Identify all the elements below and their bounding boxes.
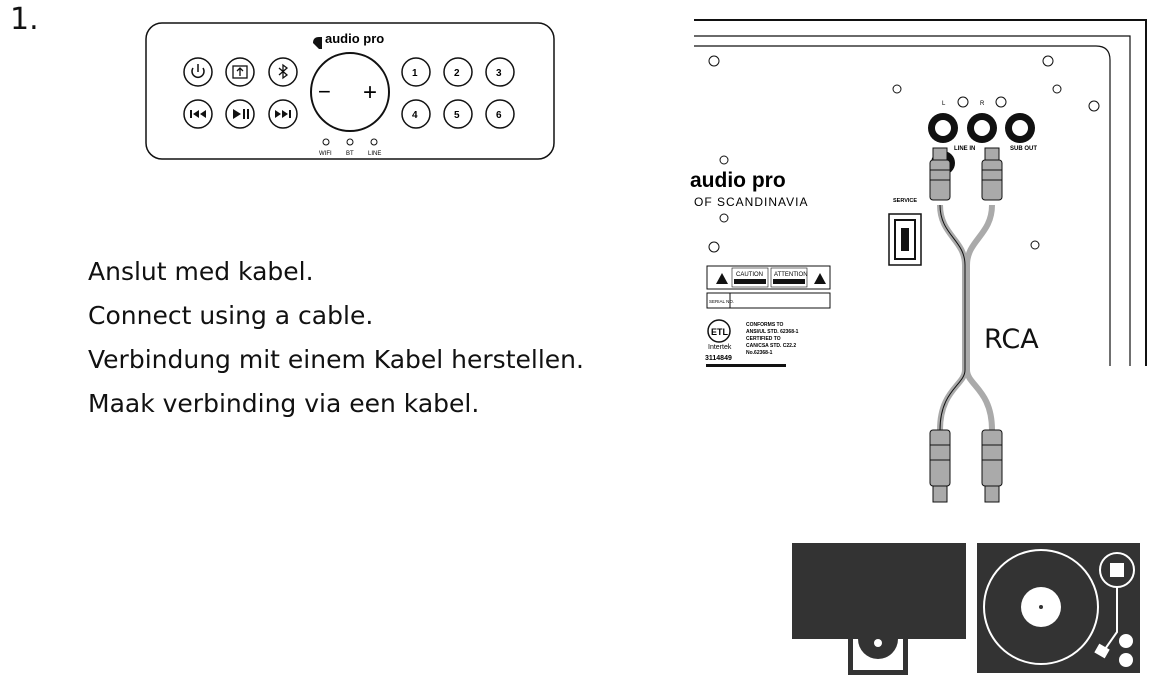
indicator-wifi-label: WIFI (319, 151, 332, 157)
volume-plus[interactable]: + (363, 79, 378, 106)
conforms-line-3: CERTIFIED TO (746, 336, 781, 342)
caution-label (707, 266, 830, 289)
serial-label: SERIAL NO. (709, 299, 735, 304)
caution-text: CAUTION (736, 272, 763, 278)
intertek-text: Intertek (708, 344, 732, 351)
usb-service-port[interactable] (889, 214, 921, 265)
preset-1-label: 1 (412, 68, 418, 79)
preset-button-1[interactable] (402, 58, 430, 86)
multiroom-button[interactable] (226, 58, 254, 86)
right-channel-label: R (980, 101, 985, 107)
service-label: SERVICE (893, 198, 918, 204)
rear-panel (690, 20, 1146, 367)
previous-button[interactable] (184, 100, 212, 128)
next-button[interactable] (269, 100, 297, 128)
preset-button-2[interactable] (444, 58, 472, 86)
rca-plug-top-right (982, 148, 1002, 200)
instruction-german: Verbindung mit einem Kabel herstellen. (88, 345, 584, 374)
turntable-icon (977, 543, 1140, 673)
power-button[interactable] (184, 58, 212, 86)
preset-button-3[interactable] (486, 58, 514, 86)
indicator-bt-label: BT (346, 151, 354, 157)
instruction-swedish: Anslut med kabel. (88, 257, 314, 286)
rca-label: RCA (984, 324, 1039, 355)
cd-player-icon (792, 543, 966, 675)
instruction-english: Connect using a cable. (88, 301, 374, 330)
conforms-line-4: CAN/CSA STD. C22.2 (746, 343, 797, 349)
rear-tagline: OF SCANDINAVIA (694, 195, 809, 209)
conforms-line-1: CONFORMS TO (746, 322, 784, 328)
preset-button-4[interactable] (402, 100, 430, 128)
preset-2-label: 2 (454, 68, 460, 79)
preset-6-label: 6 (496, 110, 502, 121)
line-in-right-jack[interactable] (967, 113, 997, 143)
conforms-line-5: No.62368-1 (746, 350, 773, 356)
preset-button-6[interactable] (486, 100, 514, 128)
svg-text:ETL: ETL (711, 327, 728, 337)
serial-number-box (707, 293, 830, 308)
rca-plug-top-left (930, 148, 950, 200)
conforms-line-2: ANSI/UL STD. 62368-1 (746, 329, 799, 335)
etl-certification (705, 320, 799, 367)
volume-knob[interactable] (311, 53, 389, 131)
line-in-label: LINE IN (954, 146, 976, 152)
left-channel-label: L (942, 101, 946, 107)
cert-number: 3114849 (705, 355, 732, 362)
sub-out-label: SUB OUT (1010, 146, 1037, 152)
line-in-left-jack[interactable] (928, 113, 958, 143)
preset-3-label: 3 (496, 68, 502, 79)
preset-5-label: 5 (454, 110, 460, 121)
instruction-dutch: Maak verbinding via een kabel. (88, 389, 480, 418)
preset-button-5[interactable] (444, 100, 472, 128)
rca-plug-bottom-left (930, 430, 950, 502)
bluetooth-button[interactable] (269, 58, 297, 86)
volume-minus[interactable]: − (318, 79, 331, 104)
play-pause-button[interactable] (226, 100, 254, 128)
step-number: 1. (10, 2, 39, 37)
brand-text: audio pro (325, 31, 385, 46)
sub-out-jack[interactable] (1005, 113, 1035, 143)
rear-brand-text: audio pro (690, 169, 786, 192)
attention-text: ATTENTION (774, 272, 808, 278)
indicator-line-label: LINE (368, 151, 382, 157)
preset-4-label: 4 (412, 110, 418, 121)
rca-plug-bottom-right (982, 430, 1002, 502)
